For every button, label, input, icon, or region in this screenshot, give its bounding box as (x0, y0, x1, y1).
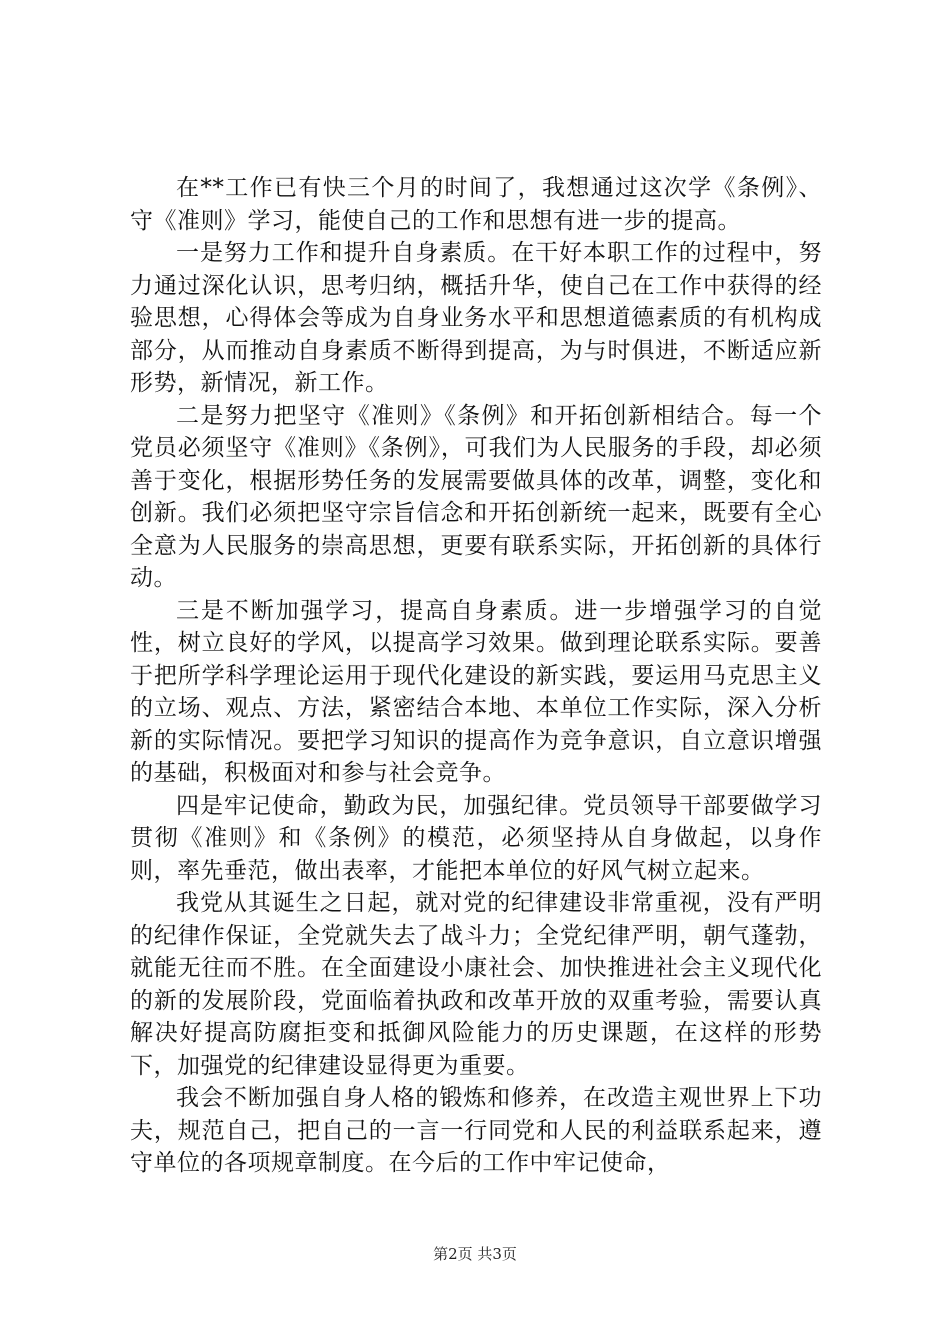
paragraph-5: 四是牢记使命，勤政为民，加强纪律。党员领导干部要做学习贯彻《准则》和《条例》的模范，必须坚持从自身做起，以身作则，率先垂范，做出表率，才能把本单位的好风气树立起来。 (130, 792, 822, 884)
paragraph-1: 在**工作已有快三个月的时间了，我想通过这次学《条例》、守《准则》学习，能使自己的工作和思想有进一步的提高。 (130, 175, 822, 234)
paragraph-6: 我党从其诞生之日起，就对党的纪律建设非常重视，没有严明的纪律作保证，全党就失去了战斗力；全党纪律严明，朝气蓬勃，就能无往而不胜。在全面建设小康社会、加快推进社会主义现代化的新的发展阶段，党面临着执政和改革开放的双重考验，需要认真解决好提高防腐拒变和抵御风险能力的历史课题，在这样的形势下，加强党的纪律建设显得更为重要。 (130, 890, 822, 1079)
paragraph-3: 二是努力把坚守《准则》《条例》和开拓创新相结合。每一个党员必须坚守《准则》《条例》，可我们为人民服务的手段，却必须善于变化，根据形势任务的发展需要做具体的改革，调整，变化和创新。我们必须把坚守宗旨信念和开拓创新统一起来，既要有全心全意为人民服务的崇高思想，更要有联系实际，开拓创新的具体行动。 (130, 402, 822, 591)
paragraph-2: 一是努力工作和提升自身素质。在干好本职工作的过程中，努力通过深化认识，思考归纳，概括升华，使自己在工作中获得的经验思想，心得体会等成为自身业务水平和思想道德素质的有机构成部分，从而推动自身素质不断得到提高，为与时俱进，不断适应新形势，新情况，新工作。 (130, 240, 822, 396)
body-text (130, 172, 822, 1180)
paragraph-7: 我会不断加强自身人格的锻炼和修养，在改造主观世界上下功夫，规范自己，把自己的一言一行同党和人民的利益联系起来，遵守单位的各项规章制度。在今后的工作中牢记使命， (130, 1085, 822, 1176)
page-footer: 第2页 共3页 (433, 1245, 517, 1263)
paragraph-4: 三是不断加强学习，提高自身素质。进一步增强学习的自觉性，树立良好的学风，以提高学习效果。做到理论联系实际。要善于把所学科学理论运用于现代化建设的新实践，要运用马克思主义的立场、观点、方法，紧密结合本地、本单位工作实际，深入分析新的实际情况。要把学习知识的提高作为竞争意识，自立意识增强的基础，积极面对和参与社会竞争。 (130, 597, 822, 786)
